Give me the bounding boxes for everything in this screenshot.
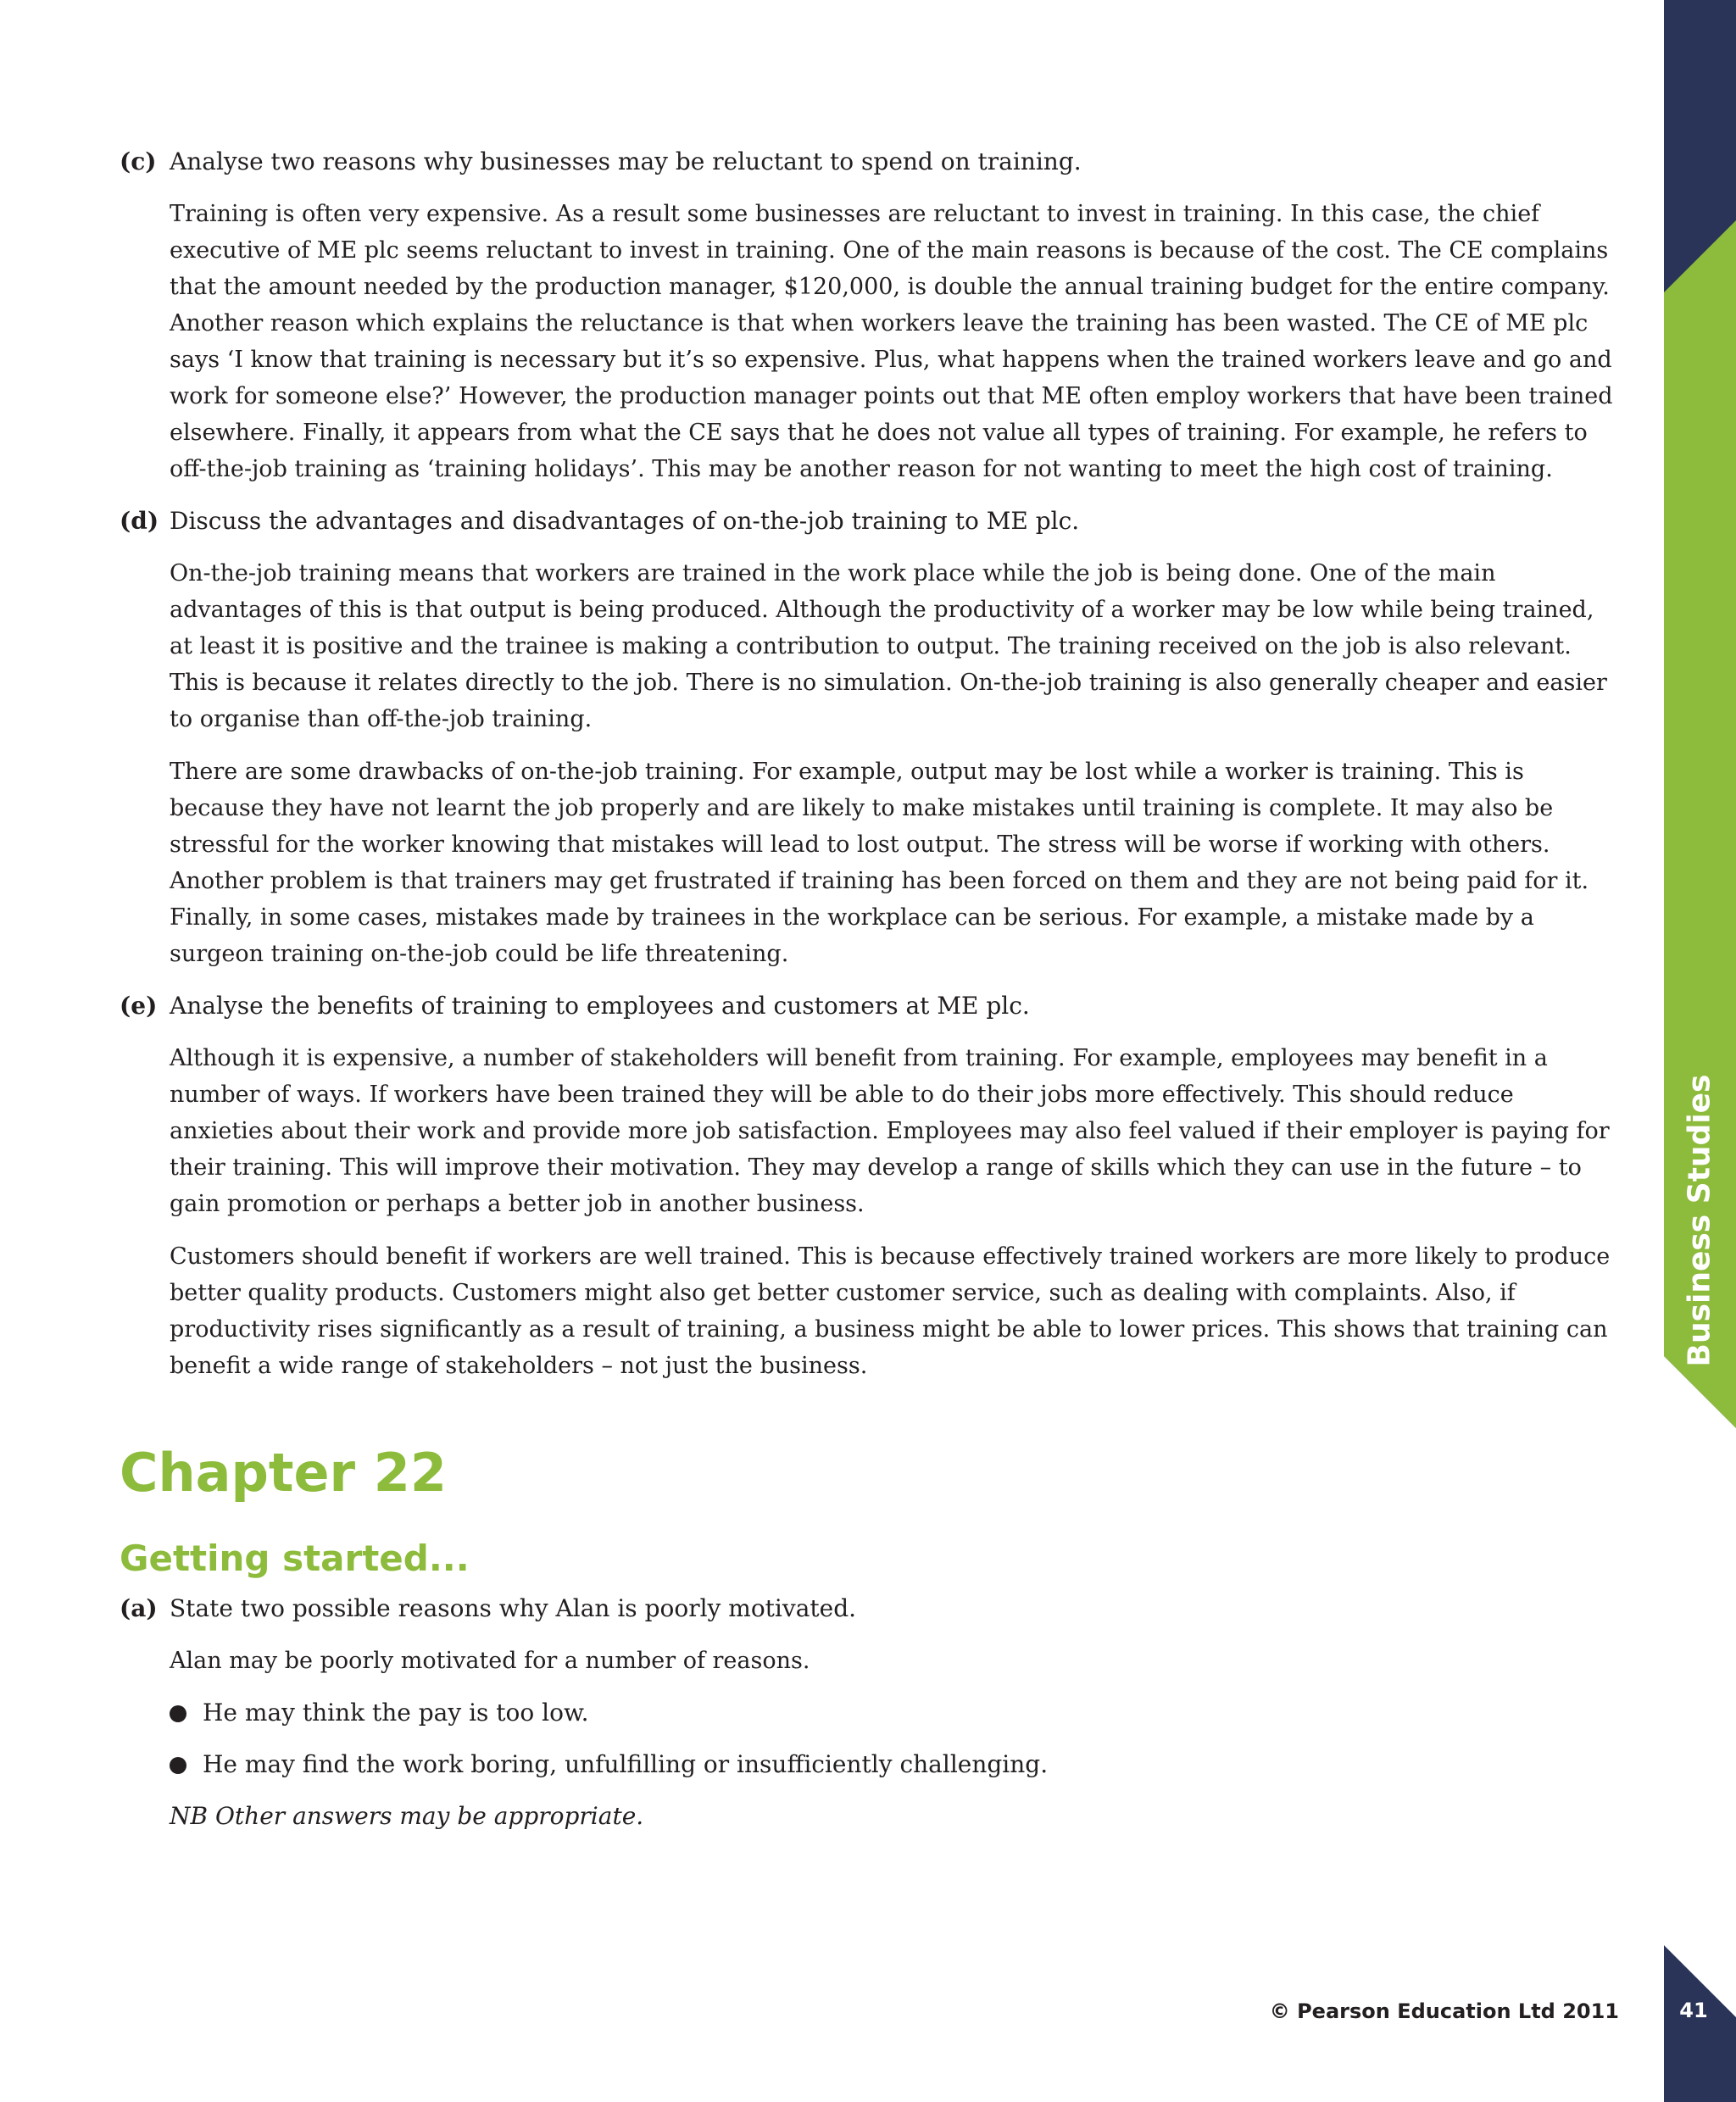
bullet-icon <box>170 1757 186 1774</box>
bullet-item <box>170 1747 1620 1782</box>
page-number: 41 <box>1679 1999 1708 2022</box>
question-text: State two possible reasons why Alan is poorly motivated. <box>170 1594 857 1622</box>
answer-paragraph: On-the-job training means that workers are trained in the work place while the job is being done. One of the main advantages of this is that output is being produced. Although the productivity of a worker may be low while being trained, at least it is positive and the trainee is making a contribution to output. The training received on the job is also relevant. This is because it relates directly to the job. There is no simulation. On-the-job training is also generally cheaper and easier to organise than off-the-job training. <box>170 560 1607 732</box>
answer-paragraph: Alan may be poorly motivated for a number of reasons. <box>170 1648 810 1674</box>
bullet-text: He may find the work boring, unfulfilling or insufficiently challenging. <box>203 1750 1049 1778</box>
chapter-title: Chapter 22 <box>120 1442 447 1504</box>
question-e <box>120 988 1620 1024</box>
bullet-item <box>170 1695 1620 1731</box>
section-heading: Getting started... <box>120 1538 470 1579</box>
question-label: (a) <box>120 1594 158 1622</box>
bullet-icon <box>170 1705 186 1722</box>
question-label: (d) <box>120 507 159 535</box>
side-tab-white-lower <box>1664 1356 1736 2017</box>
question-c <box>120 144 1620 180</box>
question-a <box>120 1591 1620 1627</box>
side-tab-label: Business Studies <box>1682 1074 1717 1367</box>
side-tab-band <box>1664 0 1736 2102</box>
page-content <box>120 144 1620 1834</box>
question-text: Discuss the advantages and disadvantages of on-the-job training to ME plc. <box>170 507 1080 535</box>
question-d <box>120 503 1620 539</box>
answer-paragraph: There are some drawbacks of on-the-job training. For example, output may be lost while a worker is training. This is because they have not learnt the job properly and are likely to make mistakes until training is complete. It may also be stressful for the worker knowing that mistakes will lead to lost output. The stress will be worse if working with others. Another problem is that trainers may get frustrated if training has been forced on them and they are not being paid for it. Finally, in some cases, mistakes made by trainees in the workplace can be serious. For example, a mistake made by a surgeon training on-the-job could be life threatening. <box>170 759 1589 967</box>
question-label: (e) <box>120 992 158 1020</box>
question-text: Analyse two reasons why businesses may be reluctant to spend on training. <box>170 147 1082 175</box>
note-text: NB Other answers may be appropriate. <box>170 1802 644 1830</box>
answer-paragraph: Although it is expensive, a number of stakeholders will benefit from training. For example, employees may benefit in a number of ways. If workers have been trained they will be able to do their jobs more effectively. This should reduce anxieties about their work and provide more job satisfaction. Employees may also feel valued if their employer is paying for their training. This will improve their motivation. They may develop a range of skills which they can use in the future – to gain promotion or perhaps a better job in another business. <box>170 1045 1610 1217</box>
answer-paragraph: Customers should benefit if workers are well trained. This is because effectively trained workers are more likely to produce better quality products. Customers might also get better customer service, such as dealing with complaints. Also, if productivity rises significantly as a result of training, a business might be able to lower prices. This shows that training can benefit a wide range of stakeholders – not just the business. <box>170 1243 1611 1379</box>
question-text: Analyse the benefits of training to employees and customers at ME plc. <box>170 992 1030 1020</box>
question-label: (c) <box>120 147 157 175</box>
copyright-notice: © Pearson Education Ltd 2011 <box>1269 1999 1619 2023</box>
answer-paragraph: Training is often very expensive. As a result some businesses are reluctant to invest in training. In this case, the chief executive of ME plc seems reluctant to invest in training. One of the main reasons is because of the cost. The CE complains that the amount needed by the production manager, $120,000, is double the annual training budget for the entire company. Another reason which explains the reluctance is that when workers leave the training has been wasted. The CE of ME plc says ‘I know that training is necessary but it’s so expensive. Plus, what happens when the trained workers leave and go and work for someone else?’ However, the production manager points out that ME often employ workers that have been trained elsewhere. Finally, it appears from what the CE says that he does not value all types of training. For example, he refers to off-the-job training as ‘training holidays’. This may be another reason for not wanting to meet the high cost of training. <box>170 201 1613 482</box>
bullet-text: He may think the pay is too low. <box>203 1699 589 1727</box>
